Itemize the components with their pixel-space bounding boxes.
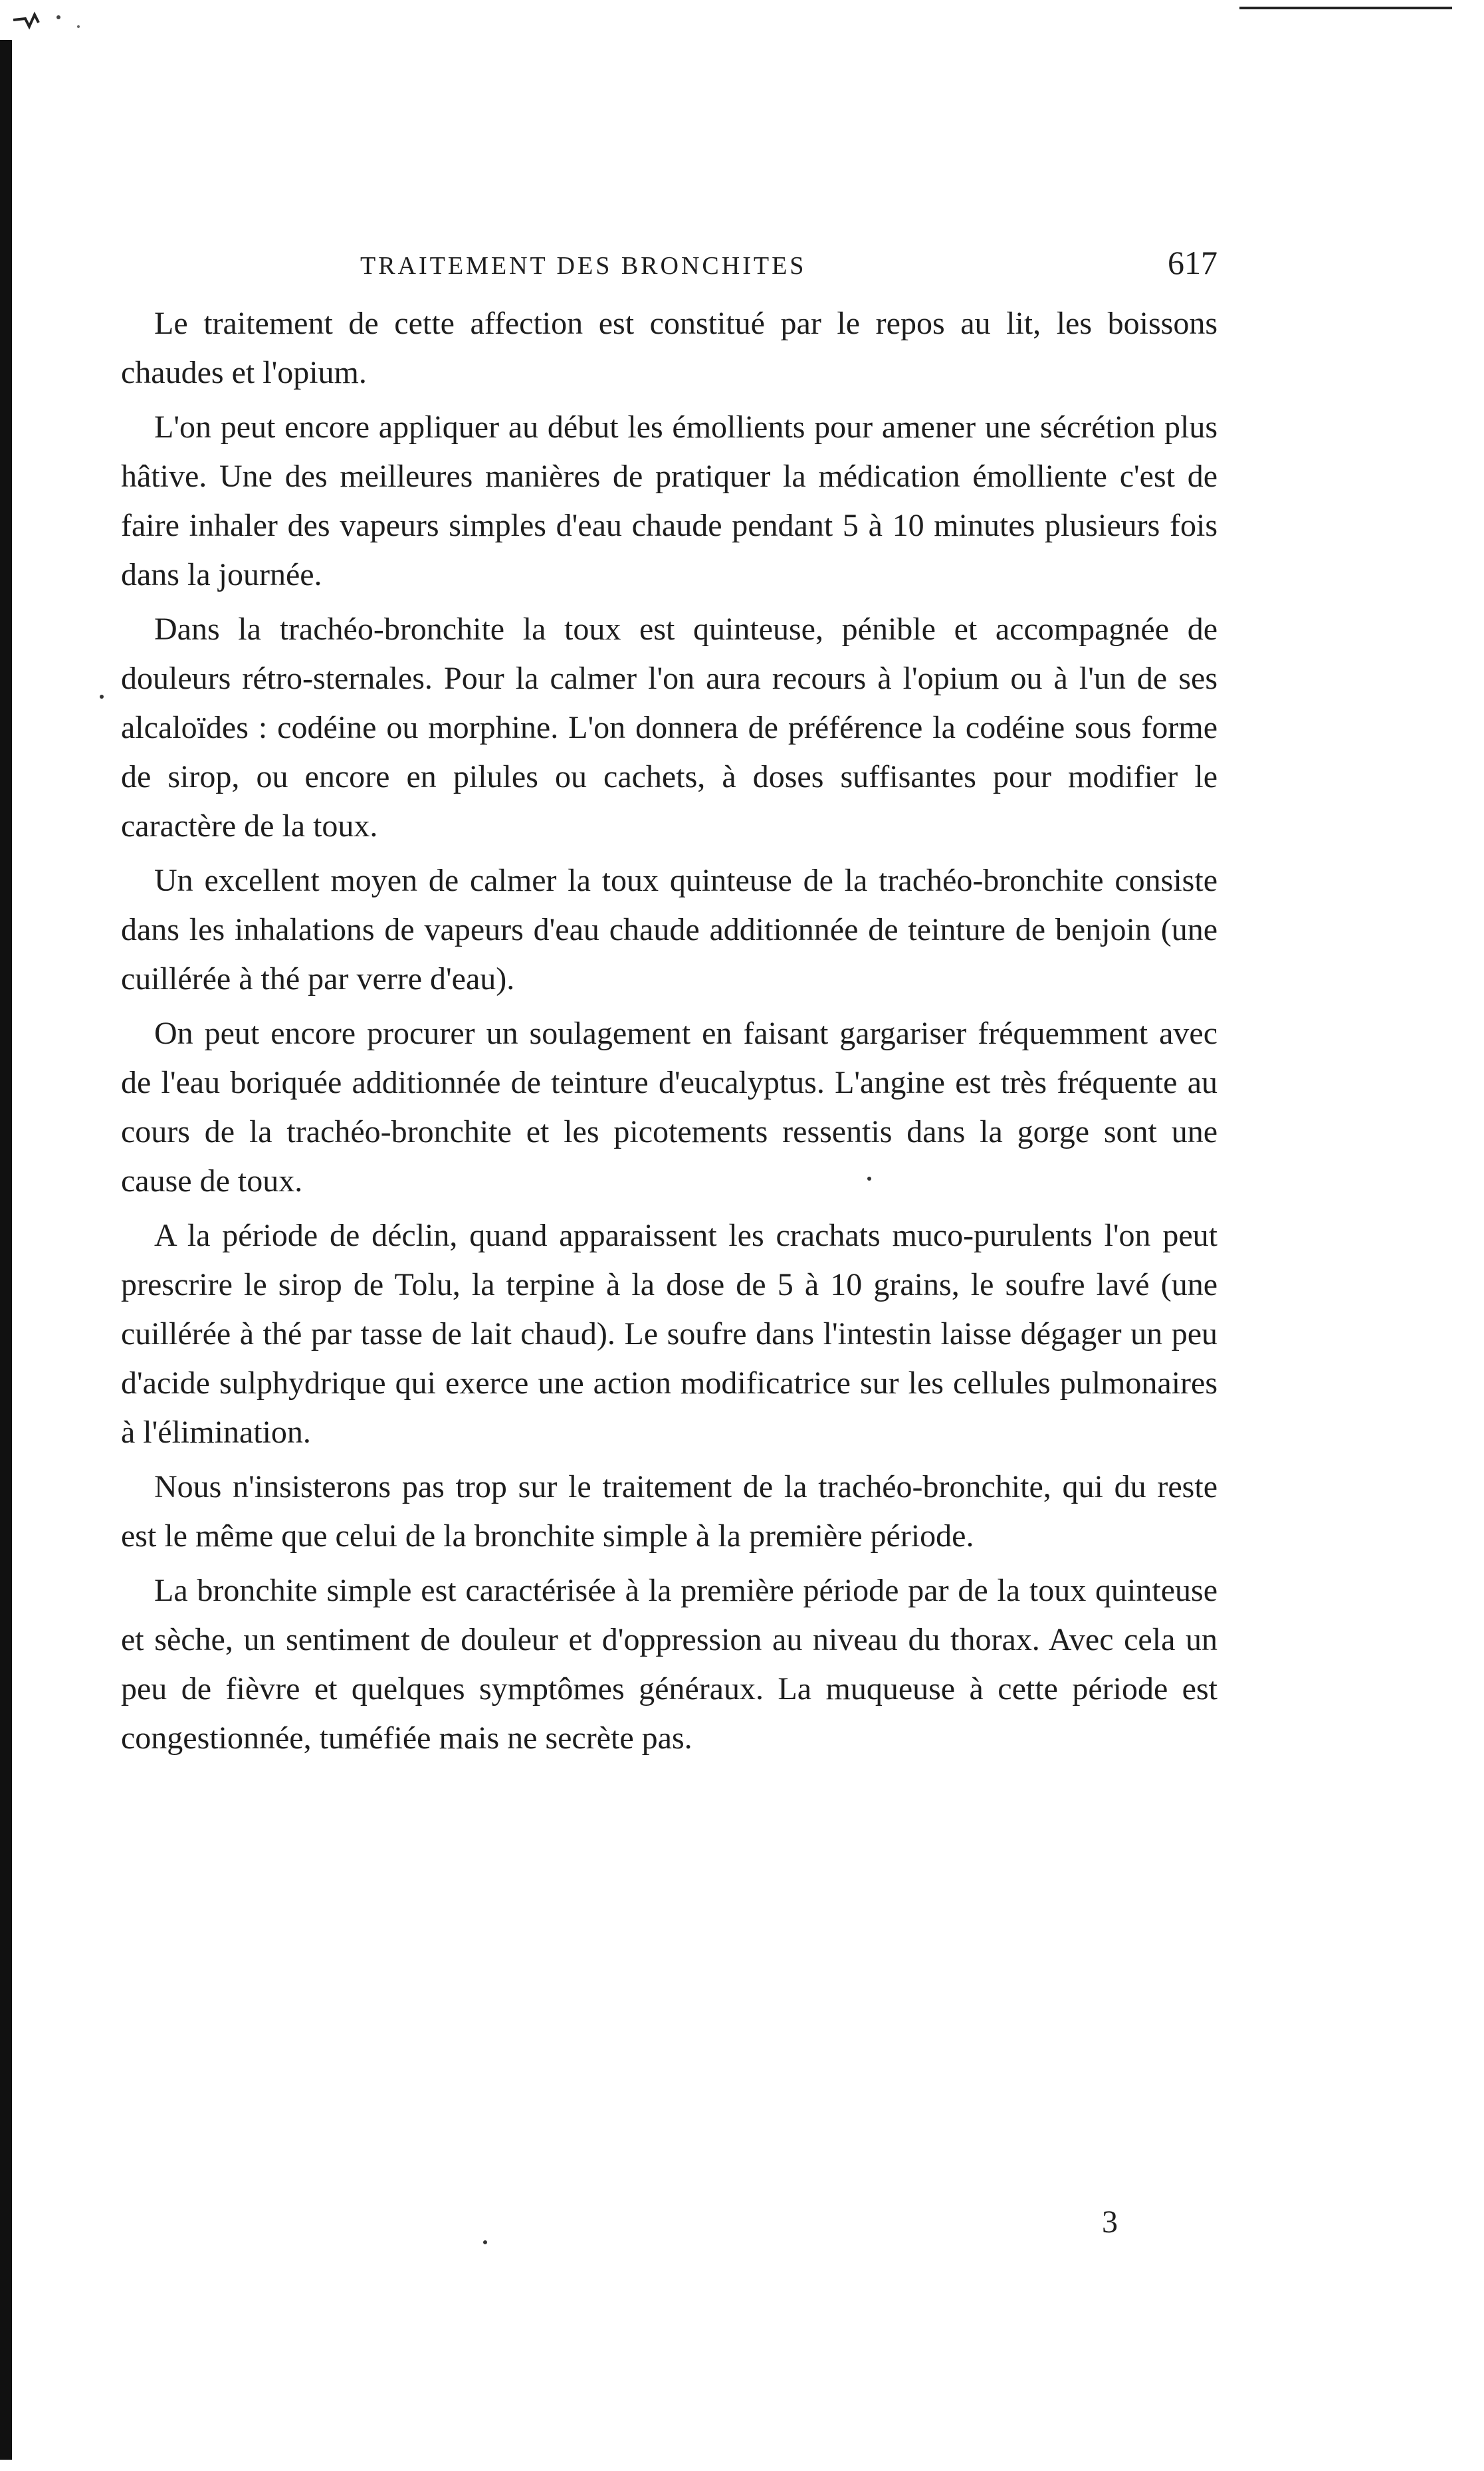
paragraph: L'on peut encore appliquer au début les émollients pour amener une sécrétion plus hâtive. Une des meilleures manières de pratiquer la médication émolliente c'est de faire inhaler des vapeurs simples d'eau chaude pendant 5 à 10 minutes plusieurs fois dans la journée. (121, 410, 1218, 592)
scan-speck (483, 2240, 487, 2244)
scan-edge-shadow (0, 40, 12, 2460)
paragraph: Dans la trachéo-bronchite la toux est quinteuse, pénible et accompagnée de douleurs rétro-sternales. Pour la calmer l'on aura recours à l'opium ou à l'un de ses alcaloïdes : codéine ou morphine. L'on donnera de préférence la codéine sous forme de sirop, ou encore en pilules ou cachets, à doses suffisantes pour modifier le caractère de la toux. (121, 612, 1218, 844)
paragraph: A la période de déclin, quand apparaissent les crachats muco-purulents l'on peut prescrire le sirop de Tolu, la terpine à la dose de 5 à 10 grains, le soufre lavé (une cuillérée à thé par tasse de lait chaud). Le soufre dans l'intestin laisse dégager un peu d'acide sulphydrique qui exerce une action modificatrice sur les cellules pulmonaires à l'élimination. (121, 1218, 1218, 1450)
running-title: TRAITEMENT DES BRONCHITES (360, 252, 807, 280)
scan-top-rule (1239, 7, 1452, 9)
scan-speck (100, 695, 104, 699)
scan-noise-mark (12, 0, 118, 40)
paragraph: On peut encore procurer un soulagement en faisant gargariser fréquemment avec de l'eau boriquée additionnée de teinture d'eucalyptus. L'angine est très fréquente au cours de la trachéo-bronchite et les picotements ressentis dans la gorge sont une cause de toux. (121, 1016, 1218, 1199)
running-head (121, 239, 1218, 299)
paragraph: Nous n'insisterons pas trop sur le traitement de la trachéo-bronchite, qui du reste est le même que celui de la bronchite simple à la première période. (121, 1469, 1218, 1554)
page-content (121, 239, 1218, 1768)
signature-mark: 3 (1102, 2204, 1118, 2240)
page-number: 617 (1168, 244, 1218, 281)
paragraph: Le traitement de cette affection est constitué par le repos au lit, les boissons chaudes et l'opium. (121, 306, 1218, 390)
paragraph: La bronchite simple est caractérisée à la première période par de la toux quinteuse et sèche, un sentiment de douleur et d'oppression au niveau du thorax. Avec cela un peu de fièvre et quelques symptômes généraux. La muqueuse à cette période est congestionnée, tuméfiée mais ne secrète pas. (121, 1573, 1218, 1756)
paragraph: Un excellent moyen de calmer la toux quinteuse de la trachéo-bronchite consiste dans les inhalations de vapeurs d'eau chaude additionnée de teinture de benjoin (une cuillérée à thé par verre d'eau). (121, 863, 1218, 997)
